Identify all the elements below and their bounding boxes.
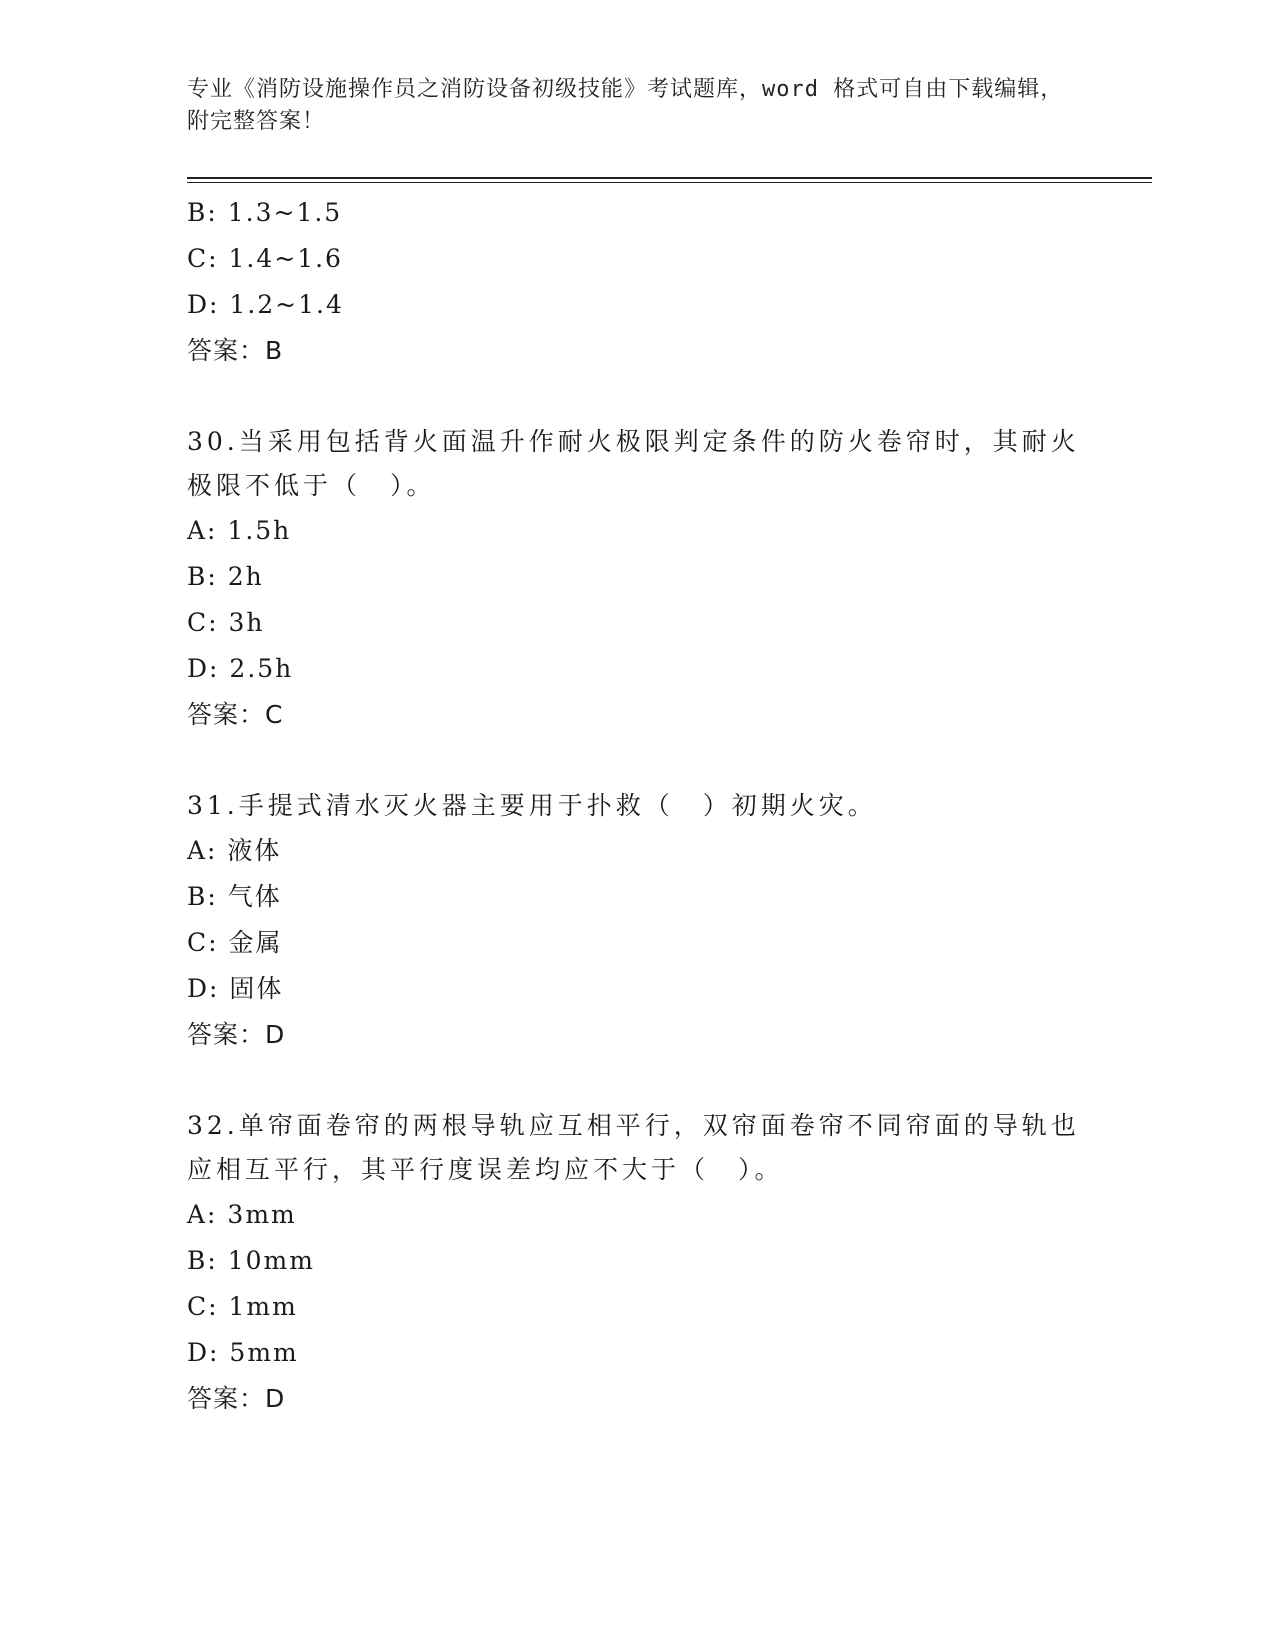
option-a: A: 3mm <box>187 1200 297 1229</box>
answer-text: 答案：D <box>187 1020 286 1049</box>
header-rule-thick <box>187 177 1152 179</box>
question-text: 30.当采用包括背火面温升作耐火极限判定条件的防火卷帘时，其耐火极限不低于（ ）。 <box>187 427 1080 500</box>
option-c: C: 3h <box>187 608 265 637</box>
question-list <box>187 190 1087 1422</box>
spacer <box>187 1058 1087 1102</box>
answer-text: 答案：C <box>187 700 284 729</box>
document-header: 专业《消防设施操作员之消防设备初级技能》考试题库，word 格式可自由下载编辑，附完整答案！ <box>187 77 1064 134</box>
question-32 <box>187 1104 1087 1422</box>
spacer <box>187 738 1087 782</box>
option-b: B: 2h <box>187 562 264 591</box>
option-a: A: 液体 <box>187 836 282 865</box>
prev-question-block <box>187 190 1087 374</box>
answer-text: 答案：B <box>187 336 284 365</box>
option-d: D: 1.2~1.4 <box>187 290 344 319</box>
option-d: D: 5mm <box>187 1338 299 1367</box>
option-b: B: 气体 <box>187 882 282 911</box>
option-a: A: 1.5h <box>187 516 292 545</box>
option-b: B: 10mm <box>187 1246 315 1275</box>
question-30 <box>187 420 1087 738</box>
option-c: C: 1.4~1.6 <box>187 244 343 273</box>
answer-text: 答案：D <box>187 1384 286 1413</box>
spacer <box>187 374 1087 418</box>
header-rule-thin <box>187 182 1152 183</box>
question-text: 32.单帘面卷帘的两根导轨应互相平行，双帘面卷帘不同帘面的导轨也应相互平行，其平行度误差均应不大于（ ）。 <box>187 1111 1080 1184</box>
option-c: C: 金属 <box>187 928 283 957</box>
option-b: B: 1.3~1.5 <box>187 198 343 227</box>
question-text: 31.手提式清水灭火器主要用于扑救（ ）初期火灾。 <box>187 791 877 820</box>
option-c: C: 1mm <box>187 1292 298 1321</box>
option-d: D: 2.5h <box>187 654 294 683</box>
question-31 <box>187 784 1087 1058</box>
option-d: D: 固体 <box>187 974 284 1003</box>
